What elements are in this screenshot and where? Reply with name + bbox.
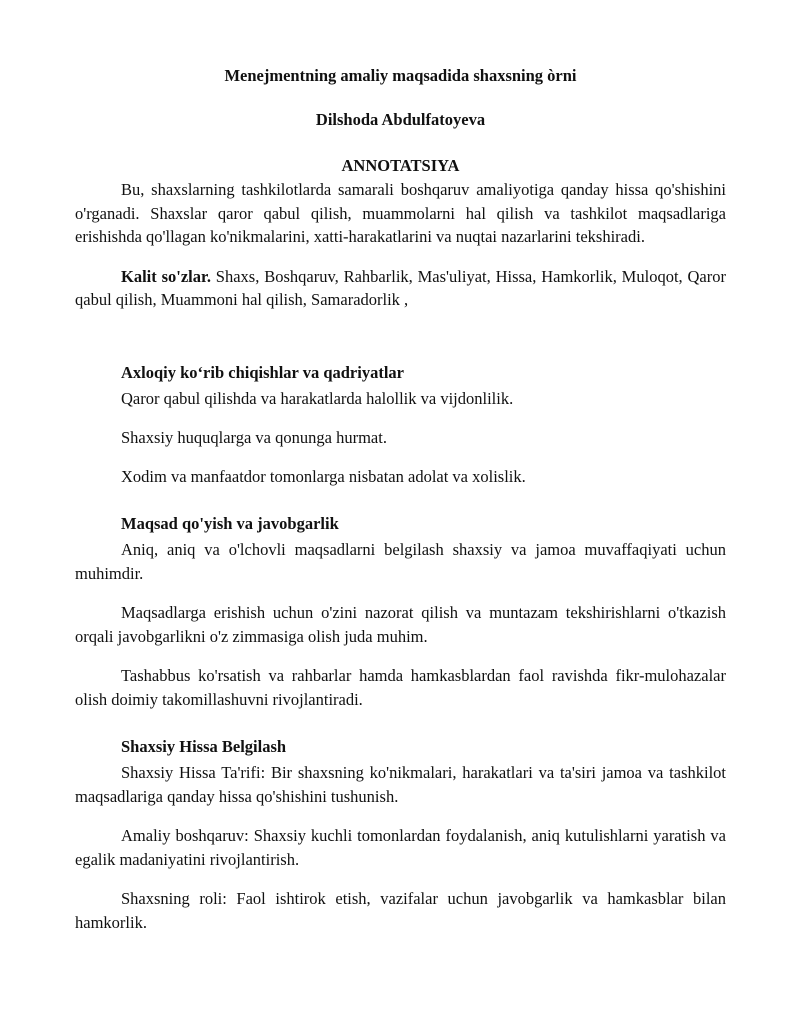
section-item: Maqsadlarga erishish uchun o'zini nazorat qilish va muntazam tekshirishlarni o'tkazish orqali javobgarlikni o'z zimmasiga olish juda muhim. [75,602,726,646]
section-item: Shaxsning roli: Faol ishtirok etish, vazifalar uchun javobgarlik va hamkasblar bilan hamkorlik. [75,888,726,932]
section-heading-contribution: Shaxsiy Hissa Belgilash [121,736,287,756]
document-title: Menejmentning amaliy maqsadida shaxsning òrni [224,66,577,85]
section-item: Shaxsiy huquqlarga va qonunga hurmat. [121,427,387,447]
section-heading-goals: Maqsad qo'yish va javobgarlik [121,513,339,533]
keywords-text: Shaxs, Boshqaruv, Rahbarlik, Mas'uliyat, Hissa, Hamkorlik, Muloqot, Qaror qabul qilish, Muammoni hal qilish, Samaradorlik , [75,266,726,309]
annotation-text: Bu, shaxslarning tashkilotlarda samarali boshqaruv amaliyotiga qanday hissa qo'shishini o'rganadi. Shaxslar qaror qabul qilish, muammolarni hal qilish va tashkilot maqsadlariga erishishda qo'llagan ko'nikmalarini, xatti-harakatlarini va nuqtai nazarlarini tekshiradi. [75,180,726,246]
keywords-paragraph [75,265,726,312]
section-item: Amaliy boshqaruv: Shaxsiy kuchli tomonlardan foydalanish, aniq kutulishlarni yaratish va egalik madaniyatini rivojlantirish. [75,825,726,869]
section-item: Aniq, aniq va o'lchovli maqsadlarni belgilash shaxsiy va jamoa muvaffaqiyati uchun muhimdir. [75,539,726,583]
section-heading-ethics: Axloqiy ko‘rib chiqishlar va qadriyatlar [121,362,404,382]
annotation-heading: ANNOTATSIYA [341,156,460,175]
section-item: Xodim va manfaatdor tomonlarga nisbatan adolat va xolislik. [121,466,526,486]
section-item: Shaxsiy Hissa Ta'rifi: Bir shaxsning ko'nikmalari, harakatlari va ta'siri jamoa va tashkilot maqsadlariga qanday hissa qo'shishini tushunish. [75,762,726,806]
section-item: Tashabbus ko'rsatish va rahbarlar hamda hamkasblardan faol ravishda fikr-mulohazalar olish doimiy takomillashuvni rivojlantiradi. [75,665,726,709]
document-page [75,60,726,935]
author-name: Dilshoda Abdulfatoyeva [315,110,486,129]
keywords-label: Kalit so'zlar. [121,266,211,286]
section-item: Qaror qabul qilishda va harakatlarda halollik va vijdonlilik. [121,388,514,408]
